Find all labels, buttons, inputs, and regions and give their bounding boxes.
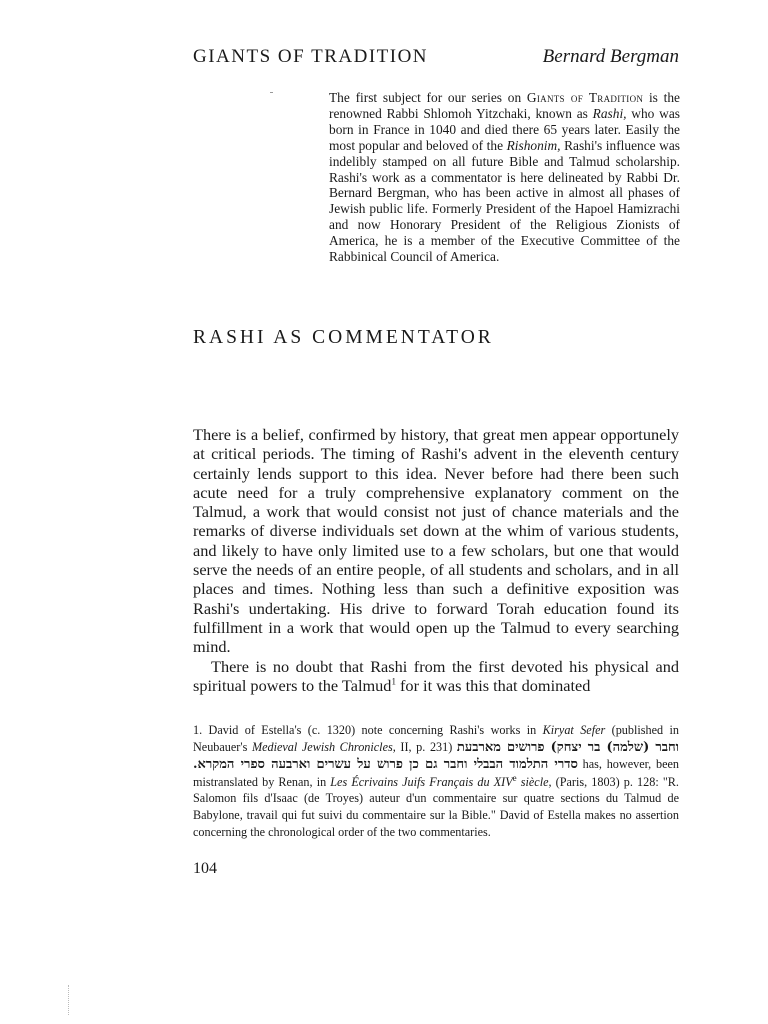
body-text: for it was this that dominated	[395, 675, 591, 695]
body-text: There is no doubt that Rashi from the first devoted his physical and spiritual powers to the Talmud	[193, 656, 679, 695]
abstract-text: is the renowned Rabbi Shlomoh Yitzchaki, known as	[329, 90, 680, 121]
hebrew-quote: וחבר (שלמה) בר יצחק) פרושים מארבעת סדרי התלמוד הבבלי וחבר גם כן פרוש על עשרים וארבעה ספרי המקרא.	[193, 739, 680, 773]
footnote-ref[interactable]: 1	[391, 676, 396, 687]
footnote-citation: siècle,	[516, 774, 552, 789]
footnote-text: (Paris, 1803) p. 128: "R. Salomon fils d'Isaac (de Troyes) auteur d'un commentaire sur quatre sections du Talmud de Babylone, travail qui fut suivi du commentaire sur la Bible." David of Estella makes no assertion concerning the chronological order of the two commentaries.	[193, 774, 679, 839]
footnote-citation: Kiryat Sefer	[542, 723, 606, 737]
body-paragraph: There is a belief, confirmed by history, that great men appear opportunely at critical periods. The timing of Rashi's advent in the eleventh century certainly lends support to this idea. Never before had there been such acute need for a truly comprehensive explanatory comment on the Talmud, a work that would consist not just of chance materials and the remarks of diverse individuals set down at the whim of various students, and likely to have only limited use to a few scholars, but one that would serve the needs of an entire people, of all students and scholars, and in all places and times. Nothing less than such a definitive exposition was Rashi's undertaking. His drive to forward Torah education found its fulfillment in a work that would open up the Talmud to every searching mind.	[193, 425, 679, 657]
footnote-citation: Les Écrivains Juifs Français du XIV	[330, 774, 513, 789]
footnote-text: (published in Neubauer's	[193, 723, 679, 754]
body-paragraph	[193, 657, 679, 696]
running-head	[193, 46, 679, 68]
superscript: e	[512, 772, 517, 783]
article-body	[193, 425, 679, 695]
rishonim-term: Rishonim,	[506, 137, 561, 153]
running-head-author: Bernard Bergman	[542, 46, 679, 67]
footnote-text: has, however, been mistranslated by Renan, in	[193, 757, 679, 789]
page-edge-artifact	[68, 985, 70, 1015]
abstract-text: The first subject for our series on	[329, 90, 527, 105]
abstract-paragraph	[329, 90, 680, 265]
running-head-title: GIANTS OF TRADITION	[193, 46, 429, 67]
series-name: Giants of Tradition	[526, 90, 644, 105]
article-title: RASHI AS COMMENTATOR	[193, 327, 494, 348]
abstract-text: who was born in France in 1040 and died there 65 years later. Easily the most popular and beloved of the	[329, 105, 680, 153]
footnote-text: II, p. 231)	[395, 739, 457, 754]
rashi-name: Rashi,	[592, 105, 627, 121]
stray-mark	[270, 92, 273, 93]
footnote	[193, 722, 679, 840]
abstract-text: Rashi's influence was indelibly stamped on all future Bible and Talmud scholarship. Rashi's work as a commentator is here delineated by Rabbi Dr. Bernard Bergman, who has been active in almost all phases of Jewish public life. Formerly President of the Hapoel Hamizrachi and now Honorary President of the Religious Zionists of America, he is a member of the Executive Committee of the Rabbinical Council of America.	[329, 137, 680, 265]
footnote-text: 1. David of Estella's (c. 1320) note concerning Rashi's works in	[193, 723, 543, 737]
page-number: 104	[193, 860, 217, 877]
footnote-citation: Medieval Jewish Chronicles,	[251, 739, 396, 754]
